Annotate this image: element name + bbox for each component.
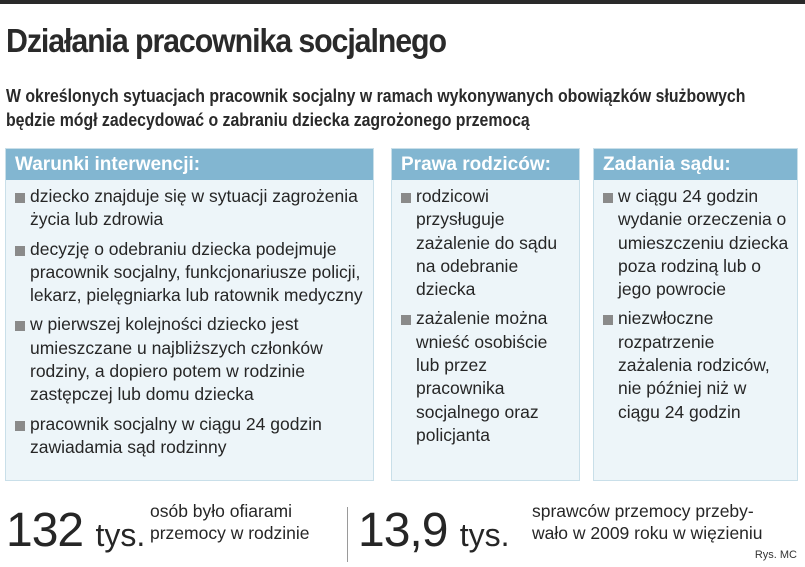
stat-number: 13,9 — [358, 504, 448, 557]
stat-number: 132 — [6, 504, 84, 557]
stat-victims-number — [6, 504, 146, 557]
list-item — [14, 413, 369, 460]
list-item-text: w pierwszej kolejności dziecko jest umieszczane u najbliższych członków rodziny, a dopiero potem w rodzinie zastępczej lub domu dziecka — [30, 314, 323, 405]
stat-unit: tys. — [95, 517, 146, 553]
square-bullet-icon — [401, 193, 411, 203]
stats-divider — [347, 507, 348, 562]
top-rule — [0, 0, 805, 4]
list-item — [400, 307, 575, 447]
list-item-text: dziecko znajduje się w sytuacji zagrożenia życia lub zdrowia — [30, 186, 358, 230]
square-bullet-icon — [15, 246, 25, 256]
panel-header-prawa: Prawa rodziców: — [392, 149, 579, 180]
stat-victims-line1: osób było ofiarami — [150, 501, 293, 521]
square-bullet-icon — [401, 315, 411, 325]
page-title: Działania pracownika socjalnego — [6, 22, 446, 59]
page-subtitle: W określonych sytuacjach pracownik socjalny w ramach wykonywanych obowiązków służbowych będzie mógł zadecydować o zabraniu dziecka zagrożonego przemocą — [6, 86, 746, 130]
stat-perpetrators-line2: wało w 2009 roku w więzieniu — [532, 523, 763, 543]
stat-perpetrators-line1: sprawców przemocy przeby- — [532, 501, 754, 521]
list-item-text: rodzicowi przysługuje zażalenie do sądu na odebranie dziecka — [416, 186, 558, 300]
panel-prawa-rodzicow — [391, 148, 580, 481]
square-bullet-icon — [603, 193, 613, 203]
stat-perpetrators-number — [358, 504, 510, 557]
stat-victims-line2: przemocy w rodzinie — [150, 523, 310, 543]
square-bullet-icon — [15, 421, 25, 431]
list-item — [14, 313, 369, 406]
square-bullet-icon — [15, 193, 25, 203]
list-item — [602, 185, 793, 301]
stat-unit: tys. — [459, 517, 510, 553]
list-item-text: w ciągu 24 godzin wydanie orzeczenia o umieszczeniu dziecka poza rodziną lub o jego powrocie — [618, 186, 789, 300]
list-item — [602, 307, 793, 423]
list-item-text: zażalenie można wnieść osobiście lub przez pracownika socjalnego oraz policjanta — [416, 308, 548, 445]
square-bullet-icon — [15, 321, 25, 331]
panel-warunki-interwencji — [5, 148, 374, 481]
square-bullet-icon — [603, 315, 613, 325]
panel-header-warunki: Warunki interwencji: — [6, 149, 373, 180]
panel-header-zadania: Zadania sądu: — [594, 149, 797, 180]
list-item — [14, 185, 369, 232]
list-item-text: decyzję o odebraniu dziecka podejmuje pracownik socjalny, funkcjonariusze policji, lekarz, pielęgniarka lub ratownik medyczny — [30, 238, 363, 306]
list-item-text: niezwłoczne rozpatrzenie zażalenia rodziców, nie później niż w ciągu 24 godzin — [618, 308, 770, 422]
list-item — [14, 238, 369, 308]
credit-label: Rys. MC — [754, 549, 797, 561]
list-item — [400, 185, 575, 301]
list-item-text: pracownik socjalny w ciągu 24 godzin zawiadamia sąd rodzinny — [30, 413, 322, 457]
panel-zadania-sadu — [593, 148, 798, 481]
